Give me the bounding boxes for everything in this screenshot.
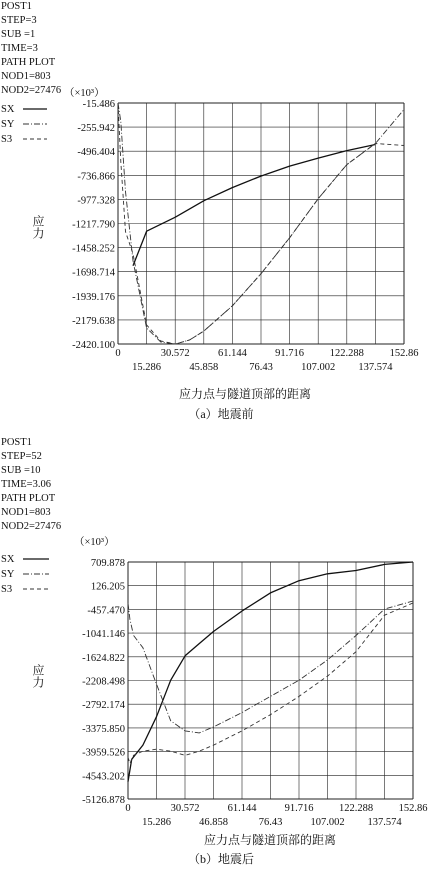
x-tick-label: 30.572 [160, 348, 190, 359]
x-tick-label: 76.43 [249, 362, 273, 373]
x-tick-label: 137.574 [358, 362, 393, 373]
y-tick-label: -4543.202 [82, 771, 125, 783]
y-tick-label: -3375.850 [82, 723, 125, 735]
info-line: POST1 [1, 437, 32, 448]
info-line: NOD1=803 [1, 507, 51, 518]
y-tick-label: -2792.174 [82, 700, 125, 712]
info-line: TIME=3 [1, 43, 38, 54]
x-tick-label: 46.858 [199, 817, 228, 828]
x-tick-label: 61.144 [217, 348, 247, 359]
info-line: SUB =10 [1, 465, 41, 476]
legend-label-s3: S3 [1, 584, 13, 595]
y-tick-label: -1458.252 [72, 243, 115, 255]
plot-area-b [0, 436, 442, 872]
x-tick-label: 0 [115, 348, 121, 359]
y-tick-label: -3959.526 [82, 747, 125, 759]
y-tick-label: -2420.100 [72, 340, 115, 351]
legend-label-sx: SX [1, 554, 15, 565]
x-tick-label: 30.572 [170, 803, 200, 814]
figure-caption: （a）地震前 [188, 407, 254, 421]
y-axis-label: 应力 [31, 664, 45, 688]
info-line: NOD2=27476 [1, 85, 62, 96]
x-tick-label: 107.002 [301, 362, 336, 373]
y-tick-label: 126.205 [90, 581, 125, 593]
x-tick-label: 137.574 [367, 817, 402, 828]
x-tick-label: 152.86 [398, 803, 428, 814]
info-line: SUB =1 [1, 29, 36, 40]
multiplier-label: （×10³） [64, 88, 105, 99]
x-tick-label: 91.716 [275, 348, 305, 359]
figure-caption: （b）地震后 [187, 852, 254, 866]
info-line: STEP=3 [1, 15, 37, 26]
y-tick-label: -1939.176 [72, 291, 115, 303]
info-line: NOD2=27476 [1, 521, 62, 532]
y-axis-label: 应力 [31, 215, 45, 239]
info-line: TIME=3.06 [1, 479, 51, 490]
chart-panel-b [0, 436, 442, 872]
x-tick-label: 91.716 [284, 803, 314, 814]
x-tick-label: 107.002 [310, 817, 345, 828]
x-tick-label: 61.144 [227, 803, 257, 814]
info-line: NOD1=803 [1, 71, 51, 82]
y-tick-label: -1041.146 [82, 629, 125, 641]
x-tick-label: 76.43 [258, 817, 283, 828]
x-tick-label: 122.288 [329, 348, 364, 359]
x-tick-label: 15.286 [142, 817, 171, 828]
legend-label-sy: SY [1, 569, 15, 580]
y-tick-label: -2208.498 [82, 676, 125, 688]
y-tick-label: -496.404 [77, 147, 115, 159]
y-tick-label: -2179.638 [72, 315, 115, 327]
y-tick-label: -1624.822 [82, 652, 125, 664]
x-tick-label: 122.288 [338, 803, 374, 814]
y-tick-label: -15.486 [82, 99, 115, 110]
legend-label-sx: SX [1, 104, 15, 115]
info-line: PATH PLOT [1, 493, 56, 504]
y-tick-label: 709.878 [90, 558, 125, 569]
x-axis-label: 应力点与隧道顶部的距离 [178, 387, 311, 401]
y-tick-label: -1217.790 [72, 219, 115, 231]
y-tick-label: -1698.714 [72, 267, 115, 279]
multiplier-label: （×10³） [74, 537, 115, 548]
y-tick-label: -5126.878 [82, 795, 125, 806]
legend-label-sy: SY [1, 119, 15, 130]
x-tick-label: 15.286 [132, 362, 162, 373]
x-tick-label: 0 [125, 803, 131, 814]
legend-label-s3: S3 [1, 134, 13, 145]
x-axis-label: 应力点与隧道顶部的距离 [203, 833, 336, 847]
info-line: STEP=52 [1, 451, 42, 462]
y-tick-label: -457.470 [87, 605, 125, 617]
y-tick-label: -977.328 [77, 195, 115, 207]
info-line: PATH PLOT [1, 57, 56, 68]
x-tick-label: 152.86 [389, 348, 419, 359]
info-line: POST1 [1, 1, 32, 12]
y-tick-label: -736.866 [77, 171, 115, 183]
x-tick-label: 45.858 [189, 362, 219, 373]
y-tick-label: -255.942 [77, 123, 115, 135]
